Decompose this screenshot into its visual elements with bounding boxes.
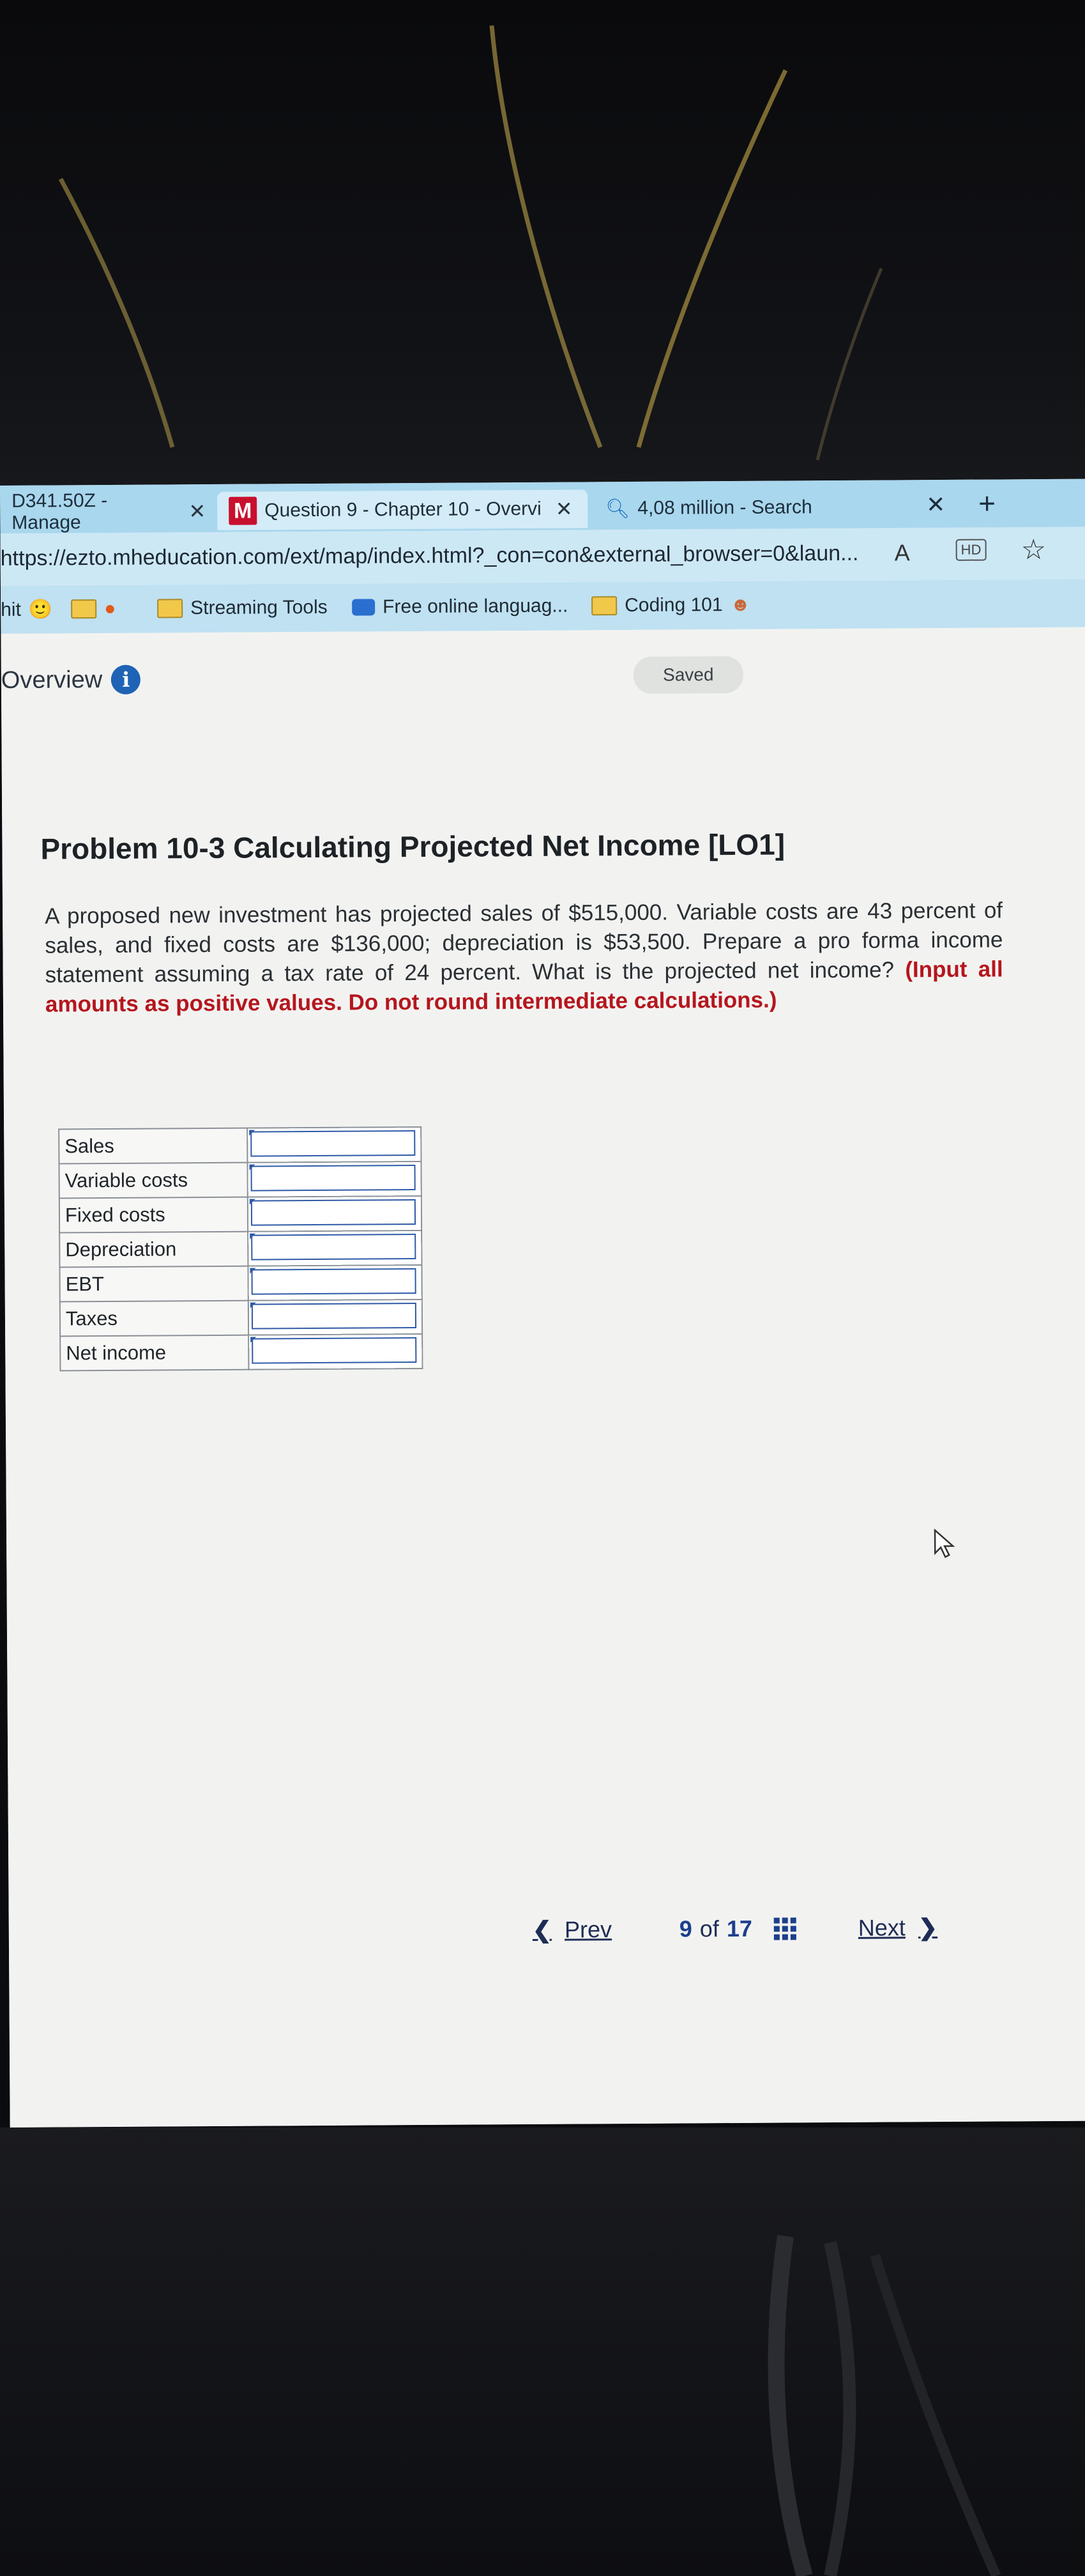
row-label: Taxes [60,1301,248,1337]
folder-icon [591,596,617,615]
input-marker-icon [250,1268,255,1274]
table-row [59,1127,421,1163]
prev-label: Prev [564,1916,612,1943]
amount-input[interactable] [251,1199,416,1226]
read-aloud-icon[interactable]: A [894,539,910,566]
search-icon: 🔍︎ [605,498,630,519]
browser-window [0,479,1085,2128]
bookmark-streaming-tools[interactable] [157,597,328,620]
of-label: of [699,1915,720,1942]
table-row [59,1196,421,1232]
row-input-cell [248,1334,422,1370]
total-questions: 17 [726,1915,753,1942]
amount-input[interactable] [251,1165,416,1192]
row-label: Depreciation [59,1232,248,1268]
row-input-cell [247,1162,421,1197]
input-marker-icon [250,1234,255,1239]
flame-icon: ● [104,597,116,620]
background-cables [0,0,1085,486]
address-bar[interactable] [0,527,1085,586]
hd-badge-icon[interactable]: HD [956,539,987,561]
background-top [0,0,1085,486]
bookmark-coding-101[interactable] [591,594,750,617]
current-question: 9 [679,1915,692,1942]
overview-link[interactable] [1,665,141,695]
folder-icon [71,599,96,618]
info-icon[interactable]: i [111,665,140,694]
bookmark-hit[interactable] [1,599,52,621]
row-input-cell [248,1230,421,1266]
url-text[interactable]: https://ezto.mheducation.com/ext/map/index.html?_con=con&external_browser=0&laun... [0,540,859,571]
tab-label: Question 9 - Chapter 10 - Overvi [264,498,542,521]
folder-icon [157,599,183,618]
next-label: Next [858,1914,906,1941]
amount-input[interactable] [250,1130,415,1157]
row-input-cell [248,1265,421,1301]
tab-manage[interactable] [0,489,217,533]
mcgraw-hill-logo-icon: M [229,497,257,525]
input-marker-icon [250,1337,256,1343]
close-icon[interactable]: ✕ [188,500,206,523]
tab-label: 4,08 million - Search [637,496,812,519]
background-bottom [0,2128,1085,2576]
close-icon[interactable]: ✕ [555,497,573,521]
tab-label: D341.50Z - Manage [11,489,108,533]
tab-question[interactable] [217,489,588,530]
problem-body: A proposed new investment has projected sales of $515,000. Variable costs are 43 percent of sales, and fixed costs are $136,000; depreciation is $53,500. Prepare a pro forma income statement assuming a tax rate of 24 percent. What is the projected net income? [44,898,1003,988]
table-row [59,1265,421,1301]
prev-button[interactable] [533,1916,612,1943]
row-input-cell [247,1127,421,1163]
row-label: Variable costs [59,1163,247,1199]
input-marker-icon [250,1303,256,1308]
tab-search[interactable] [594,487,913,528]
chevron-right-icon: ❯ [918,1914,938,1941]
question-page [1,627,1085,2128]
emoji-icon: 🙂 [28,599,53,620]
tab-bar [0,479,1085,533]
question-grid-icon[interactable] [774,1917,796,1940]
amount-input[interactable] [252,1337,416,1364]
table-row [60,1300,422,1336]
row-label: Sales [59,1128,247,1164]
row-input-cell [248,1196,421,1232]
input-marker-icon [250,1199,255,1205]
row-label: Net income [60,1335,248,1371]
question-counter[interactable] [679,1915,796,1942]
favorite-star-icon[interactable]: ☆ [1021,533,1047,566]
bookmark-label: Streaming Tools [190,596,328,619]
amount-input[interactable] [252,1268,416,1295]
question-pager [9,1902,1085,1966]
problem-text [45,896,1003,1019]
table-row [59,1162,421,1198]
mouse-cursor-icon [932,1529,958,1561]
bookmark-label: Coding 101 [625,594,723,617]
amount-input[interactable] [251,1234,416,1261]
income-statement-table [58,1126,423,1371]
bookmark-label: hit [1,599,21,620]
bookmarks-bar [1,579,1085,634]
table-row [60,1334,422,1370]
input-marker-icon [249,1130,255,1136]
problem-instruction: (Input all amounts as positive values. Do not round intermediate calculations.) [45,956,1003,1017]
row-label: EBT [59,1266,248,1302]
person-icon: ☻ [730,594,751,616]
problem-title: Problem 10-3 Calculating Projected Net Income [LO1] [40,827,785,866]
new-tab-icon[interactable]: + [978,486,996,520]
row-label: Fixed costs [59,1197,248,1233]
language-icon [352,599,375,615]
table-row [59,1230,421,1267]
row-input-cell [248,1300,422,1335]
background-cables-bottom [0,2128,1085,2576]
amount-input[interactable] [252,1303,416,1330]
saved-status-badge: Saved [634,656,743,694]
overview-label: Overview [1,666,103,694]
bookmark-folder[interactable] [71,598,116,620]
chevron-left-icon: ❮ [532,1916,552,1943]
close-icon[interactable]: ✕ [926,491,946,518]
bookmark-free-language[interactable] [352,595,568,618]
bookmark-label: Free online languag... [383,595,568,618]
next-button[interactable] [858,1914,937,1942]
input-marker-icon [249,1165,255,1170]
